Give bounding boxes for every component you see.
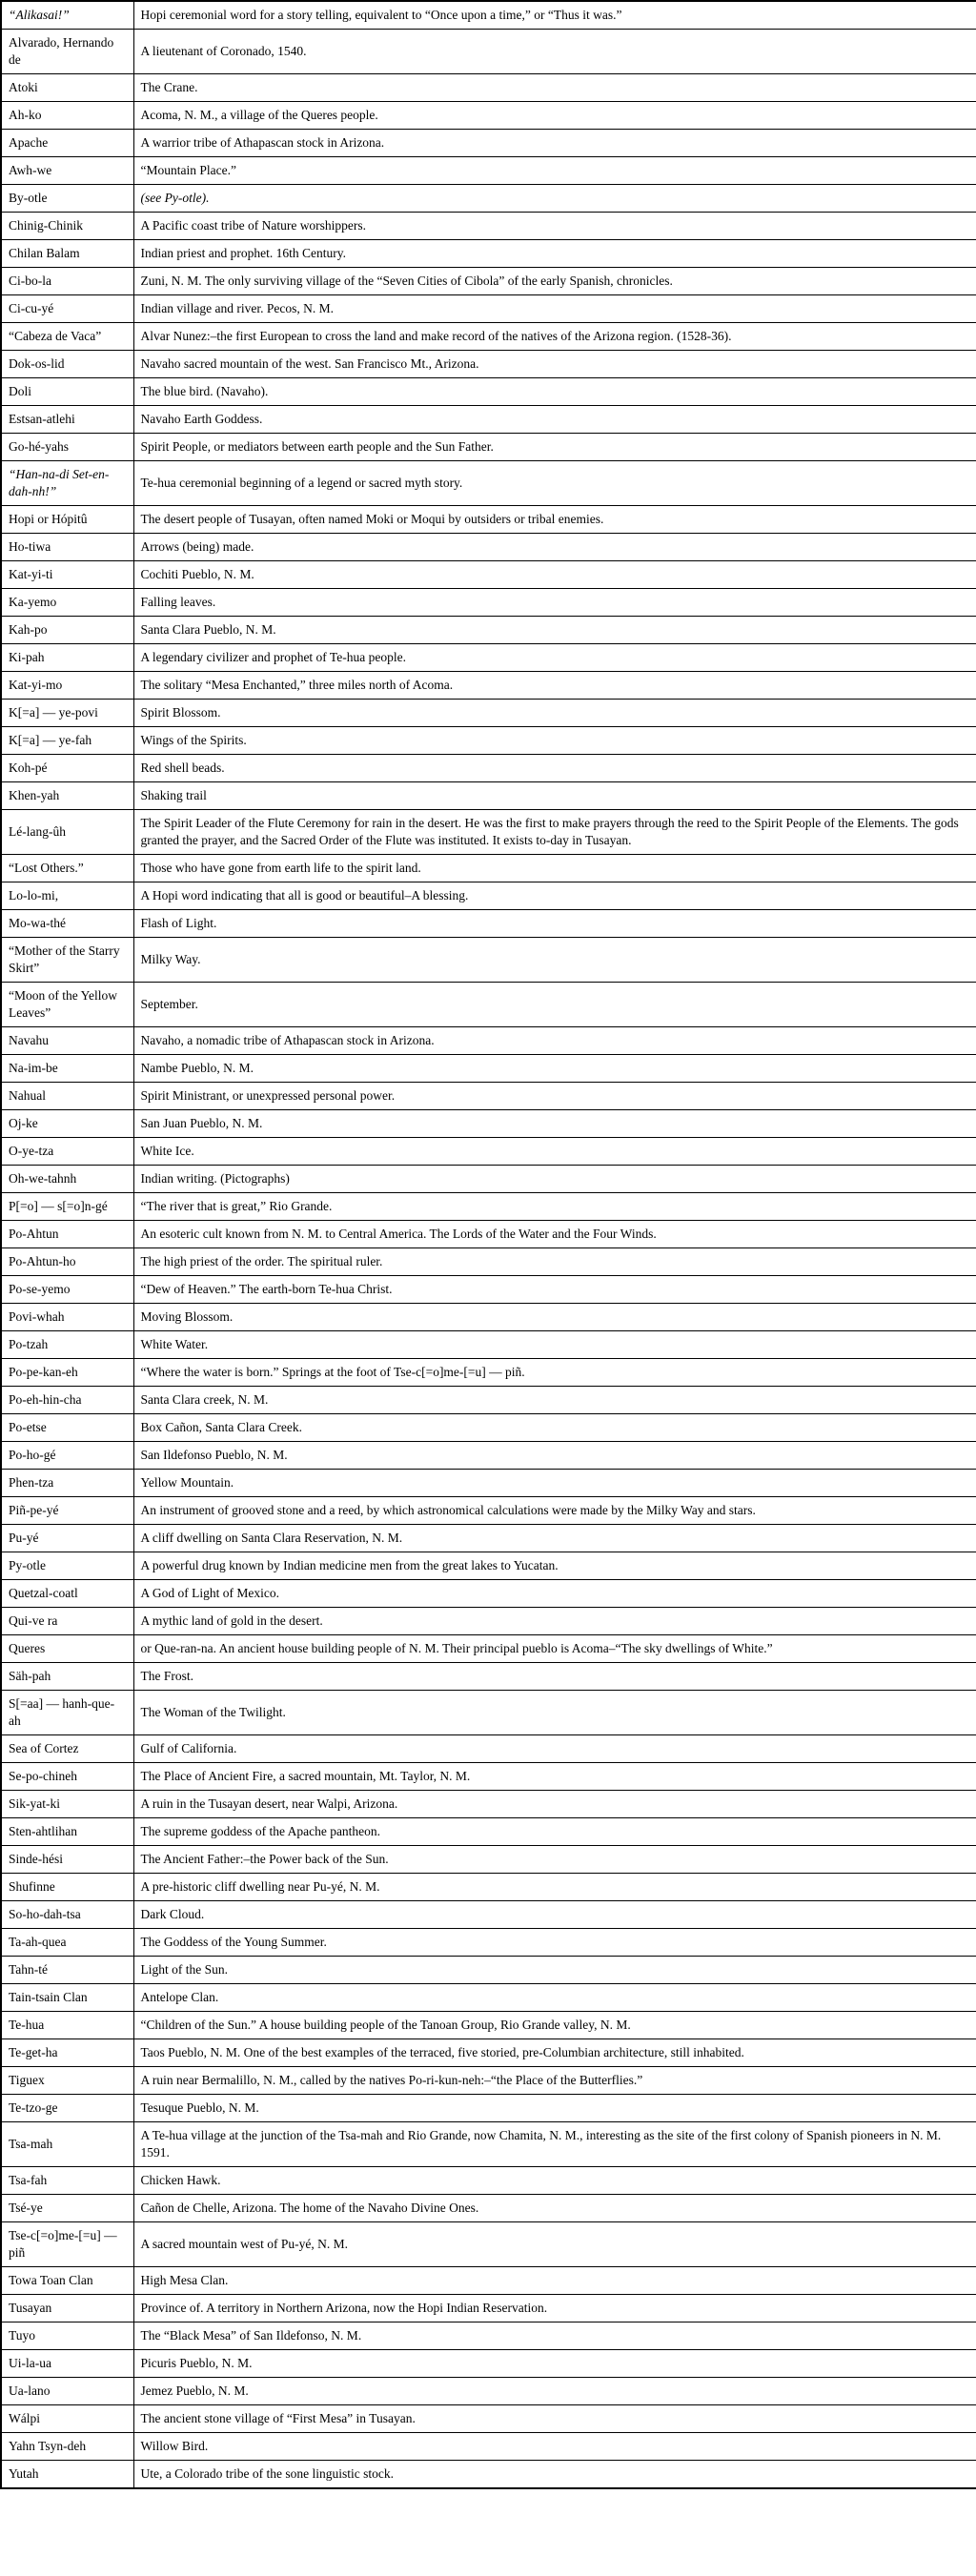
term-cell: Atoki (1, 74, 133, 102)
table-row (1, 589, 976, 617)
table-row (1, 1442, 976, 1470)
term-cell: Na-im-be (1, 1055, 133, 1083)
definition-cell: Indian village and river. Pecos, N. M. (133, 295, 976, 323)
term-cell: Po-ho-gé (1, 1442, 133, 1470)
term-cell: Ka-yemo (1, 589, 133, 617)
table-row (1, 1580, 976, 1608)
table-row (1, 2012, 976, 2039)
table-row (1, 1763, 976, 1791)
definition-cell: Cochiti Pueblo, N. M. (133, 561, 976, 589)
table-row (1, 810, 976, 855)
term-cell: Po-tzah (1, 1331, 133, 1359)
table-row (1, 534, 976, 561)
definition-cell: (see Py-otle). (133, 185, 976, 213)
term-cell: Qui-ve ra (1, 1608, 133, 1635)
definition-cell: The Frost. (133, 1663, 976, 1691)
term-cell: Wálpi (1, 2405, 133, 2433)
definition-cell: Santa Clara Pueblo, N. M. (133, 617, 976, 644)
term-cell: Chinig-Chinik (1, 213, 133, 240)
term-cell: Navahu (1, 1027, 133, 1055)
table-row (1, 782, 976, 810)
table-row (1, 727, 976, 755)
table-row (1, 700, 976, 727)
term-cell: Tsé-ye (1, 2195, 133, 2222)
definition-cell: Acoma, N. M., a village of the Queres people. (133, 102, 976, 130)
term-cell: Povi-whah (1, 1304, 133, 1331)
definition-cell: San Juan Pueblo, N. M. (133, 1110, 976, 1138)
table-row (1, 1055, 976, 1083)
term-cell: Ah-ko (1, 102, 133, 130)
term-cell: Tsa-mah (1, 2122, 133, 2167)
definition-cell: Wings of the Spirits. (133, 727, 976, 755)
definition-cell: Te-hua ceremonial beginning of a legend or sacred myth story. (133, 461, 976, 506)
term-cell: Estsan-atlehi (1, 406, 133, 434)
definition-cell: A ruin in the Tusayan desert, near Walpi, Arizona. (133, 1791, 976, 1818)
table-row (1, 1304, 976, 1331)
definition-cell: Spirit People, or mediators between earth people and the Sun Father. (133, 434, 976, 461)
table-row (1, 351, 976, 378)
table-row (1, 2167, 976, 2195)
definition-cell: Navaho sacred mountain of the west. San Francisco Mt., Arizona. (133, 351, 976, 378)
definition-cell: Chicken Hawk. (133, 2167, 976, 2195)
table-row (1, 295, 976, 323)
term-cell: Po-Ahtun (1, 1221, 133, 1248)
table-row (1, 506, 976, 534)
table-row (1, 1193, 976, 1221)
table-row (1, 1691, 976, 1735)
definition-cell: Indian priest and prophet. 16th Century. (133, 240, 976, 268)
definition-cell: A Te-hua village at the junction of the Tsa-mah and Rio Grande, now Chamita, N. M., interesting as the site of the first colony of Spanish pioneers in N. M. 1591. (133, 2122, 976, 2167)
definition-cell: The Goddess of the Young Summer. (133, 1929, 976, 1957)
definition-cell: A Pacific coast tribe of Nature worshippers. (133, 213, 976, 240)
term-cell: Sea of Cortez (1, 1735, 133, 1763)
term-cell: Kah-po (1, 617, 133, 644)
term-cell: Kat-yi-mo (1, 672, 133, 700)
table-row (1, 102, 976, 130)
table-row (1, 2378, 976, 2405)
table-row (1, 1027, 976, 1055)
term-cell: “Lost Others.” (1, 855, 133, 882)
term-cell: Tain-tsain Clan (1, 1984, 133, 2012)
term-cell: Queres (1, 1635, 133, 1663)
table-row (1, 1818, 976, 1846)
definition-cell: The supreme goddess of the Apache pantheon. (133, 1818, 976, 1846)
term-cell: Ua-lano (1, 2378, 133, 2405)
table-row (1, 185, 976, 213)
table-row (1, 1414, 976, 1442)
definition-cell: Hopi ceremonial word for a story telling, equivalent to “Once upon a time,” or “Thus it was.” (133, 1, 976, 30)
table-row (1, 1166, 976, 1193)
table-row (1, 268, 976, 295)
definition-cell: or Que-ran-na. An ancient house building people of N. M. Their principal pueblo is Acoma–“The sky dwellings of White.” (133, 1635, 976, 1663)
definition-cell: Alvar Nunez:–the first European to cross the land and make record of the natives of the Arizona region. (1528-36). (133, 323, 976, 351)
definition-cell: Spirit Blossom. (133, 700, 976, 727)
term-cell: Lé-lang-ûh (1, 810, 133, 855)
table-row (1, 406, 976, 434)
definition-cell: Navaho Earth Goddess. (133, 406, 976, 434)
term-cell: Dok-os-lid (1, 351, 133, 378)
term-cell: Towa Toan Clan (1, 2267, 133, 2295)
definition-cell: The Place of Ancient Fire, a sacred mountain, Mt. Taylor, N. M. (133, 1763, 976, 1791)
term-cell: Oh-we-tahnh (1, 1166, 133, 1193)
term-cell: Tusayan (1, 2295, 133, 2322)
definition-cell: The high priest of the order. The spiritual ruler. (133, 1248, 976, 1276)
definition-cell: Indian writing. (Pictographs) (133, 1166, 976, 1193)
definition-cell: “Mountain Place.” (133, 157, 976, 185)
term-cell: K[=a] — ye-povi (1, 700, 133, 727)
definition-cell: The Spirit Leader of the Flute Ceremony for rain in the desert. He was the first to make prayers through the reed to the Spirit People of the Elements. The gods granted the prayer, and the Sacred Order of the Flute was instituted. It exists to-day in Tusayan. (133, 810, 976, 855)
table-row (1, 213, 976, 240)
definition-cell: San Ildefonso Pueblo, N. M. (133, 1442, 976, 1470)
definition-cell: A ruin near Bermalillo, N. M., called by the natives Po-ri-kun-neh:–“the Place of the Butterflies.” (133, 2067, 976, 2095)
table-row (1, 434, 976, 461)
term-cell: Po-se-yemo (1, 1276, 133, 1304)
term-cell: Chilan Balam (1, 240, 133, 268)
term-cell: Ci-cu-yé (1, 295, 133, 323)
term-cell: “Han-na-di Set-en-dah-nh!” (1, 461, 133, 506)
term-cell: Mo-wa-thé (1, 910, 133, 938)
term-cell: Tahn-té (1, 1957, 133, 1984)
table-row (1, 1331, 976, 1359)
term-cell: Po-Ahtun-ho (1, 1248, 133, 1276)
definition-cell: A cliff dwelling on Santa Clara Reservation, N. M. (133, 1525, 976, 1552)
definition-cell: Shaking trail (133, 782, 976, 810)
definition-cell: Willow Bird. (133, 2433, 976, 2461)
table-row (1, 1846, 976, 1874)
definition-cell: Ute, a Colorado tribe of the sone linguistic stock. (133, 2461, 976, 2489)
table-row (1, 1, 976, 30)
definition-cell: White Ice. (133, 1138, 976, 1166)
definition-cell: Province of. A territory in Northern Arizona, now the Hopi Indian Reservation. (133, 2295, 976, 2322)
definition-cell: A God of Light of Mexico. (133, 1580, 976, 1608)
definition-cell: Falling leaves. (133, 589, 976, 617)
definition-cell: Jemez Pueblo, N. M. (133, 2378, 976, 2405)
term-cell: Sten-ahtlihan (1, 1818, 133, 1846)
definition-cell: High Mesa Clan. (133, 2267, 976, 2295)
definition-cell: “Where the water is born.” Springs at the foot of Tse-c[=o]me-[=u] — piñ. (133, 1359, 976, 1387)
term-cell: Go-hé-yahs (1, 434, 133, 461)
definition-cell: A Hopi word indicating that all is good or beautiful–A blessing. (133, 882, 976, 910)
term-cell: Te-hua (1, 2012, 133, 2039)
table-row (1, 910, 976, 938)
term-cell: “Mother of the Starry Skirt” (1, 938, 133, 983)
table-row (1, 1608, 976, 1635)
table-row (1, 938, 976, 983)
table-row (1, 130, 976, 157)
term-cell: Yutah (1, 2461, 133, 2489)
definition-cell: Light of the Sun. (133, 1957, 976, 1984)
term-cell: “Moon of the Yellow Leaves” (1, 983, 133, 1027)
term-cell: By-otle (1, 185, 133, 213)
definition-cell: An esoteric cult known from N. M. to Central America. The Lords of the Water and the Four Winds. (133, 1221, 976, 1248)
table-row (1, 1083, 976, 1110)
table-row (1, 2433, 976, 2461)
definition-cell: Antelope Clan. (133, 1984, 976, 2012)
table-row (1, 1470, 976, 1497)
definition-cell: “Children of the Sun.” A house building people of the Tanoan Group, Rio Grande valley, N. M. (133, 2012, 976, 2039)
definition-cell: Box Cañon, Santa Clara Creek. (133, 1414, 976, 1442)
table-row (1, 2122, 976, 2167)
table-row (1, 2095, 976, 2122)
table-row (1, 2405, 976, 2433)
definition-cell: The Ancient Father:–the Power back of the Sun. (133, 1846, 976, 1874)
term-cell: Piñ-pe-yé (1, 1497, 133, 1525)
term-cell: Alvarado, Hernando de (1, 30, 133, 74)
table-row (1, 323, 976, 351)
term-cell: Koh-pé (1, 755, 133, 782)
term-cell: Quetzal-coatl (1, 1580, 133, 1608)
table-row (1, 2322, 976, 2350)
table-row (1, 2295, 976, 2322)
table-row (1, 2039, 976, 2067)
term-cell: Apache (1, 130, 133, 157)
term-cell: “Cabeza de Vaca” (1, 323, 133, 351)
table-row (1, 157, 976, 185)
table-row (1, 561, 976, 589)
definition-cell: Cañon de Chelle, Arizona. The home of the Navaho Divine Ones. (133, 2195, 976, 2222)
term-cell: Ci-bo-la (1, 268, 133, 295)
definition-cell: The solitary “Mesa Enchanted,” three miles north of Acoma. (133, 672, 976, 700)
table-row (1, 1984, 976, 2012)
term-cell: Ki-pah (1, 644, 133, 672)
definition-cell: “Dew of Heaven.” The earth-born Te-hua Christ. (133, 1276, 976, 1304)
term-cell: Nahual (1, 1083, 133, 1110)
table-row (1, 755, 976, 782)
table-row (1, 1929, 976, 1957)
term-cell: Ui-la-ua (1, 2350, 133, 2378)
table-row (1, 1552, 976, 1580)
definition-cell: A legendary civilizer and prophet of Te-hua people. (133, 644, 976, 672)
table-row (1, 1248, 976, 1276)
term-cell: Tuyo (1, 2322, 133, 2350)
table-row (1, 378, 976, 406)
definition-cell: A powerful drug known by Indian medicine men from the great lakes to Yucatan. (133, 1552, 976, 1580)
table-row (1, 644, 976, 672)
definition-cell: Zuni, N. M. The only surviving village of the “Seven Cities of Cibola” of the early Spanish, chronicles. (133, 268, 976, 295)
definition-cell: Red shell beads. (133, 755, 976, 782)
definition-cell: The Crane. (133, 74, 976, 102)
definition-cell: A mythic land of gold in the desert. (133, 1608, 976, 1635)
table-row (1, 1221, 976, 1248)
definition-cell: Picuris Pueblo, N. M. (133, 2350, 976, 2378)
definition-cell: Santa Clara creek, N. M. (133, 1387, 976, 1414)
glossary-table-body (1, 1, 976, 2488)
table-row (1, 855, 976, 882)
definition-cell: A warrior tribe of Athapascan stock in Arizona. (133, 130, 976, 157)
definition-cell: Milky Way. (133, 938, 976, 983)
table-row (1, 1497, 976, 1525)
table-row (1, 1276, 976, 1304)
term-cell: P[=o] — s[=o]n-gé (1, 1193, 133, 1221)
term-cell: Po-eh-hin-cha (1, 1387, 133, 1414)
term-cell: Pu-yé (1, 1525, 133, 1552)
definition-cell: Yellow Mountain. (133, 1470, 976, 1497)
table-row (1, 461, 976, 506)
term-cell: Tsa-fah (1, 2167, 133, 2195)
term-cell: O-ye-tza (1, 1138, 133, 1166)
table-row (1, 1957, 976, 1984)
definition-cell: September. (133, 983, 976, 1027)
term-cell: Khen-yah (1, 782, 133, 810)
table-row (1, 2267, 976, 2295)
term-cell: K[=a] — ye-fah (1, 727, 133, 755)
table-row (1, 882, 976, 910)
definition-cell: The ancient stone village of “First Mesa” in Tusayan. (133, 2405, 976, 2433)
table-row (1, 1791, 976, 1818)
table-row (1, 2350, 976, 2378)
table-row (1, 2461, 976, 2489)
table-row (1, 74, 976, 102)
term-cell: Yahn Tsyn-deh (1, 2433, 133, 2461)
term-cell: Tiguex (1, 2067, 133, 2095)
definition-cell: Taos Pueblo, N. M. One of the best examples of the terraced, five storied, pre-Columbian architecture, still inhabited. (133, 2039, 976, 2067)
definition-cell: The Woman of the Twilight. (133, 1691, 976, 1735)
term-cell: S[=aa] — hanh-que-ah (1, 1691, 133, 1735)
term-cell: Ho-tiwa (1, 534, 133, 561)
definition-cell: Nambe Pueblo, N. M. (133, 1055, 976, 1083)
term-cell: Phen-tza (1, 1470, 133, 1497)
table-row (1, 30, 976, 74)
term-cell: Ta-ah-quea (1, 1929, 133, 1957)
definition-cell: Dark Cloud. (133, 1901, 976, 1929)
table-row (1, 2222, 976, 2267)
term-cell: Se-po-chineh (1, 1763, 133, 1791)
definition-cell: Navaho, a nomadic tribe of Athapascan stock in Arizona. (133, 1027, 976, 1055)
definition-cell: The desert people of Tusayan, often named Moki or Moqui by outsiders or tribal enemies. (133, 506, 976, 534)
term-cell: Sinde-hési (1, 1846, 133, 1874)
term-cell: Te-tzo-ge (1, 2095, 133, 2122)
table-row (1, 672, 976, 700)
table-row (1, 1635, 976, 1663)
term-cell: Oj-ke (1, 1110, 133, 1138)
table-row (1, 1874, 976, 1901)
definition-cell: Tesuque Pueblo, N. M. (133, 2095, 976, 2122)
table-row (1, 1901, 976, 1929)
term-cell: Säh-pah (1, 1663, 133, 1691)
definition-cell: The blue bird. (Navaho). (133, 378, 976, 406)
definition-cell: Those who have gone from earth life to the spirit land. (133, 855, 976, 882)
term-cell: Te-get-ha (1, 2039, 133, 2067)
term-cell: “Alikasai!” (1, 1, 133, 30)
term-cell: Awh-we (1, 157, 133, 185)
table-row (1, 2067, 976, 2095)
definition-cell: An instrument of grooved stone and a reed, by which astronomical calculations were made by the Milky Way and stars. (133, 1497, 976, 1525)
term-cell: Kat-yi-ti (1, 561, 133, 589)
definition-cell: “The river that is great,” Rio Grande. (133, 1193, 976, 1221)
term-cell: So-ho-dah-tsa (1, 1901, 133, 1929)
table-row (1, 240, 976, 268)
definition-cell: A sacred mountain west of Pu-yé, N. M. (133, 2222, 976, 2267)
term-cell: Tse-c[=o]me-[=u] — piñ (1, 2222, 133, 2267)
table-row (1, 983, 976, 1027)
table-row (1, 1387, 976, 1414)
term-cell: Lo-lo-mi, (1, 882, 133, 910)
definition-cell: A pre-historic cliff dwelling near Pu-yé, N. M. (133, 1874, 976, 1901)
term-cell: Doli (1, 378, 133, 406)
definition-cell: A lieutenant of Coronado, 1540. (133, 30, 976, 74)
table-row (1, 1110, 976, 1138)
definition-cell: Moving Blossom. (133, 1304, 976, 1331)
definition-cell: Gulf of California. (133, 1735, 976, 1763)
table-row (1, 617, 976, 644)
table-row (1, 1663, 976, 1691)
term-cell: Shufinne (1, 1874, 133, 1901)
term-cell: Po-pe-kan-eh (1, 1359, 133, 1387)
definition-cell: Spirit Ministrant, or unexpressed personal power. (133, 1083, 976, 1110)
term-cell: Sik-yat-ki (1, 1791, 133, 1818)
definition-cell: Flash of Light. (133, 910, 976, 938)
table-row (1, 1525, 976, 1552)
table-row (1, 1735, 976, 1763)
table-row (1, 2195, 976, 2222)
definition-cell: The “Black Mesa” of San Ildefonso, N. M. (133, 2322, 976, 2350)
term-cell: Po-etse (1, 1414, 133, 1442)
term-cell: Hopi or Hópitû (1, 506, 133, 534)
definition-cell: Arrows (being) made. (133, 534, 976, 561)
definition-cell: White Water. (133, 1331, 976, 1359)
table-row (1, 1359, 976, 1387)
table-row (1, 1138, 976, 1166)
term-cell: Py-otle (1, 1552, 133, 1580)
